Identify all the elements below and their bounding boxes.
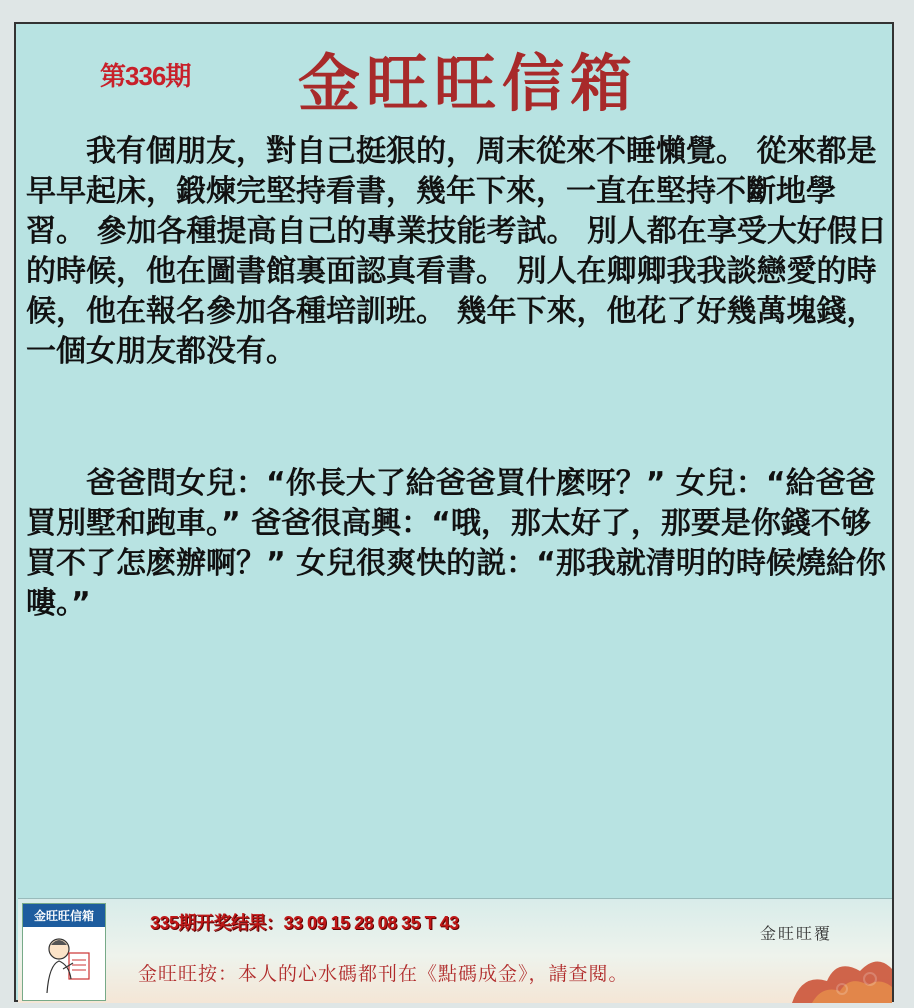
footer-note: 金旺旺按：本人的心水碼都刊在《點碼成金》，請查閱。 bbox=[138, 963, 629, 985]
story-text-1: 我有個朋友，對自己挺狠的，周末從來不睡懶覺。 從來都是早早起床，鍛煉完堅持看書，幾年下來，一直在堅持不斷地學習。 參加各種提高自己的專業技能考試。 別人都在享受大好假日的時候，他在圖書館裏面認真看書。 別人在卿卿我我談戀愛的時候，他在報名參加各種培訓班。 幾年下來，他花了好幾萬塊錢，一個女朋友都没有。 bbox=[26, 134, 887, 369]
signature: 金旺旺覆 bbox=[759, 924, 832, 943]
draw-result: 335期开奖结果：33 09 15 28 08 35 T 43 bbox=[150, 913, 459, 933]
page-title: 金旺旺信箱 bbox=[298, 47, 639, 120]
issue-number: 第336期 bbox=[100, 61, 191, 91]
cartoon-figure-icon bbox=[29, 933, 99, 1001]
footer-banner bbox=[18, 898, 892, 1003]
story-paragraph-2 bbox=[26, 464, 890, 624]
story-paragraph-1 bbox=[26, 132, 890, 372]
story-text-2: 爸爸問女兒：“你長大了給爸爸買什麽呀？” 女兒：“給爸爸買別墅和跑車。” 爸爸很高興：“哦，那太好了，那要是你錢不够買不了怎麽辦啊？” 女兒很爽快的説：“那我就清明的時候燒給你嘍。” bbox=[26, 466, 886, 621]
logo-label: 金旺旺信箱 bbox=[23, 904, 105, 927]
cloud-ornament-icon bbox=[782, 933, 892, 1003]
logo bbox=[22, 903, 106, 1001]
